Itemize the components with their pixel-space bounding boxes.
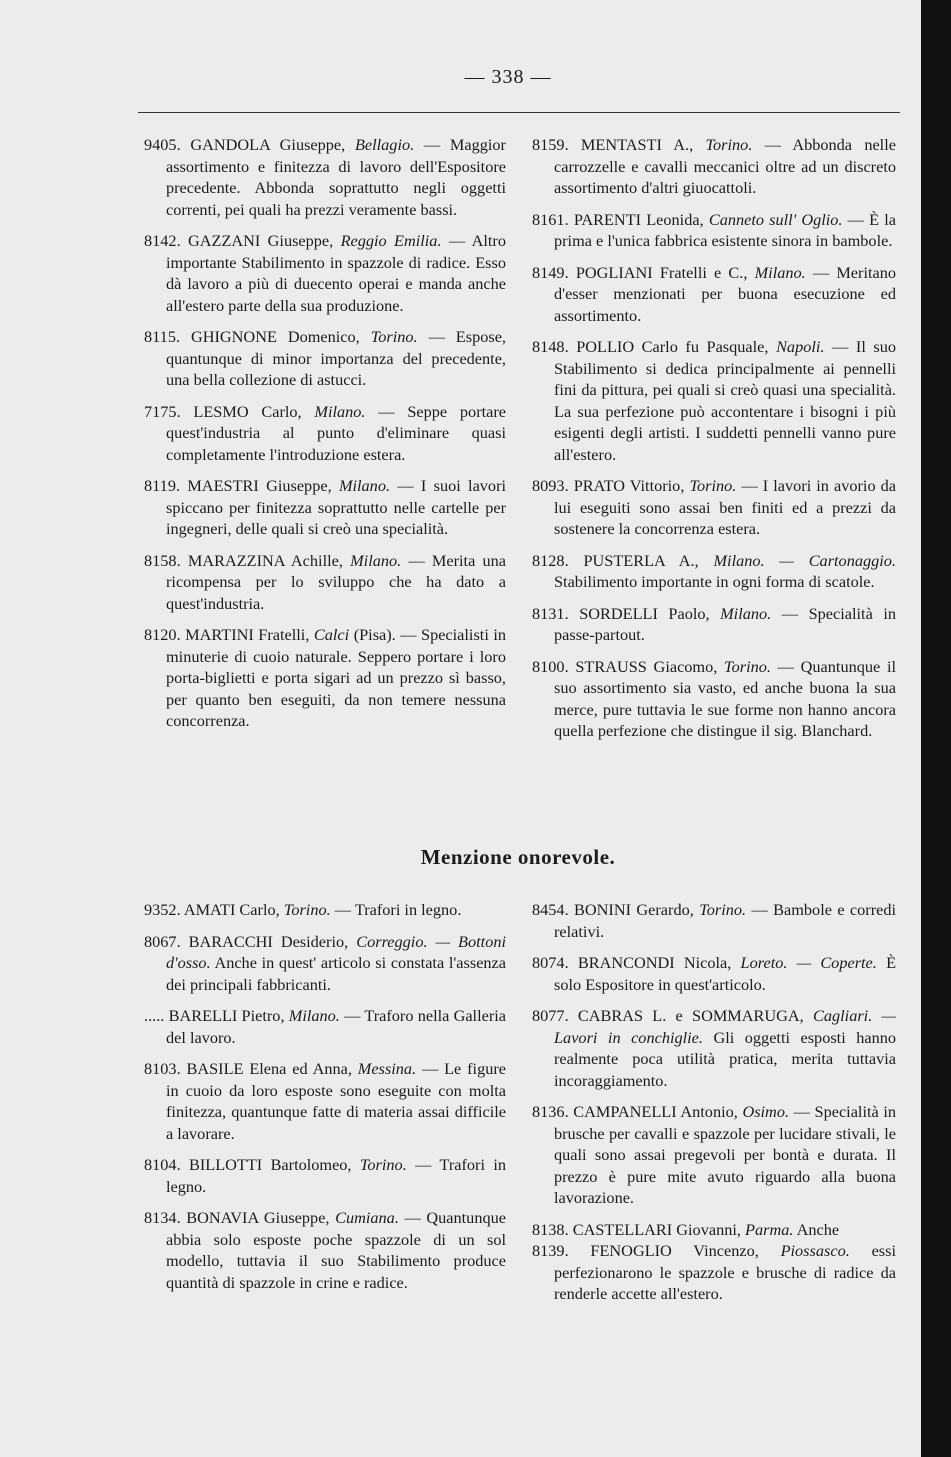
exhibitor-name: LESMO Carlo, — [193, 401, 302, 421]
exhibitor-entry — [144, 1207, 506, 1293]
entry-text: — Quantunque il suo assortimento sia vasto, ed anche buona la sua merce, pure tuttavia le sue forme non hanno ancora quella perfezione che distingue il sig. Blanchard. — [554, 656, 896, 740]
entry-text: — I suoi lavori spiccano per finitezza soprattutto nelle cartelle per ingegneri, delle quali si creò una specialità. — [166, 476, 507, 538]
exhibitor-place: Milano. — [754, 262, 806, 282]
entry-text: Anche — [796, 1219, 840, 1239]
column-top-left — [144, 134, 506, 742]
exhibitor-place: Calci — [313, 625, 350, 644]
exhibitor-place: Milano. — Cartonaggio. — [713, 550, 896, 570]
exhibitor-name: MARTINI Fratelli, — [185, 625, 310, 644]
exhibitor-entry — [144, 1005, 506, 1048]
exhibitor-entry — [532, 1219, 896, 1241]
exhibitor-name: PRATO Vittorio, — [573, 476, 685, 495]
entry-number: 7175. — [144, 401, 181, 421]
exhibitor-entry — [532, 262, 896, 327]
exhibitor-place: Parma. — [745, 1219, 794, 1239]
exhibitor-entry — [532, 952, 896, 995]
entry-number: 8158. — [144, 550, 181, 570]
exhibitor-entry — [532, 603, 896, 646]
entry-text: — Il suo Stabilimento si dedica principalmente ai pennelli fini da pittura, pei quali si creò quasi una specialità. La sua perfezione può accontentare i bisogni i più esigenti degli artisti. I suddetti pennelli vanno pure all'estero. — [554, 337, 897, 464]
exhibitor-place: Osimo. — [742, 1102, 790, 1121]
entry-number: 8077. — [532, 1006, 569, 1025]
exhibitor-place: Torino. — [699, 900, 747, 919]
exhibitor-name: MENTASTI A., — [580, 135, 694, 154]
exhibitor-entry — [144, 550, 506, 615]
entry-text: — Specialità in passe-partout. — [554, 603, 896, 644]
exhibitor-entry — [144, 230, 506, 316]
entry-text: — Merita una ricompensa per lo sviluppo che ha dato a quest'industria. — [166, 550, 507, 613]
exhibitor-name: BARELLI Pietro, — [168, 1006, 285, 1025]
exhibitor-place: Loreto. — Coperte. — [740, 953, 877, 972]
exhibitor-entry — [144, 1154, 506, 1197]
exhibitor-entry — [532, 656, 896, 742]
entry-number: 8115. — [144, 327, 181, 346]
column-bottom-right — [532, 899, 896, 1315]
entry-number: 9352. — [144, 900, 181, 919]
exhibitor-place: Cumiana. — [335, 1208, 399, 1227]
exhibitor-name: PUSTERLA A., — [583, 550, 699, 570]
entry-text: È solo Espositore in quest'articolo. — [554, 953, 897, 994]
entry-number: ..... — [144, 1006, 165, 1025]
exhibitor-entry — [532, 550, 896, 593]
section-title: Menzione onorevole. — [420, 845, 616, 869]
entry-number: 8119. — [144, 476, 181, 495]
exhibitor-place: Torino. — [724, 656, 771, 676]
entry-text: — Seppe portare quest'industria al punto d'eliminare quasi completamente l'introduzione estera. — [166, 401, 507, 464]
exhibitor-name: BONAVIA Giuseppe, — [186, 1208, 330, 1227]
entry-number: 8134. — [144, 1208, 181, 1227]
entry-number: 8131. — [532, 603, 569, 623]
page-number: — 338 — — [464, 66, 552, 88]
exhibitor-name: CASTELLARI Giovanni, — [572, 1219, 741, 1239]
entry-text: — Abbonda nelle carrozzelle e cavalli meccanici oltre ad un discreto assortimento d'altri giuocattoli. — [554, 135, 896, 197]
exhibitor-entry — [144, 134, 506, 220]
exhibitor-name: BARACCHI Desiderio, — [188, 931, 349, 951]
entry-text: Gli oggetti esposti hanno realmente poca utilità pratica, merita tuttavia incoraggiamento. — [554, 1027, 896, 1090]
exhibitor-entry — [144, 1058, 506, 1144]
entry-number: 8103. — [144, 1059, 181, 1078]
exhibitor-place: Reggio Emilia. — [340, 231, 442, 250]
entry-number: 8142. — [144, 231, 181, 250]
entry-text: — Espose, quantunque di minor importanza del precedente, una bella collezione di astucci. — [166, 327, 507, 389]
entry-text: — È la prima e l'unica fabbrica esistente sinora in bambole. — [554, 209, 896, 250]
entry-text: — Specialità in brusche per cavalli e spazzole per lucidare stivali, le quali sono assai pregevoli per bontà e durata. Il prezzo è pure mite avuto riguardo alla buona lavorazione. — [554, 1102, 896, 1207]
exhibitor-name: FENOGLIO Vincenzo, — [590, 1241, 759, 1260]
entry-number: 8104. — [144, 1155, 181, 1174]
exhibitor-place: Milano. — [338, 476, 391, 495]
entry-number: 8093. — [532, 476, 569, 495]
exhibitor-place: Correggio. — Bottoni d'osso. — [166, 931, 506, 972]
entry-number: 8139. — [532, 1241, 569, 1260]
entry-number: 8454. — [532, 900, 569, 919]
entry-number: 8159. — [532, 135, 569, 154]
exhibitor-entry — [532, 1005, 896, 1091]
entry-text: — Le figure in cuoio da loro esposte sono eseguite con molta finitezza, quantunque fatte di materia assai difficile a lavorare. — [166, 1059, 506, 1143]
exhibitor-place: Milano. — [350, 550, 402, 570]
exhibitor-name: SORDELLI Paolo, — [579, 603, 710, 623]
entry-text: — I lavori in avorio da lui eseguiti sono assai ben finiti ed a prezzi da sostenere la concorrenza estera. — [554, 476, 897, 538]
exhibitor-entry — [532, 336, 896, 465]
scan-edge — [921, 0, 951, 1457]
entry-number: 8136. — [532, 1102, 569, 1121]
exhibitor-place: Milano. — [288, 1006, 340, 1025]
exhibitor-name: CAMPANELLI Antonio, — [573, 1102, 738, 1121]
exhibitor-name: BASILE Elena ed Anna, — [186, 1059, 352, 1078]
exhibitor-place: Torino. — [370, 327, 418, 346]
entry-number: 8120. — [144, 625, 181, 644]
entry-number: 8161. — [532, 209, 569, 229]
entry-text: — Trafori in legno. — [334, 900, 462, 919]
exhibitor-place: Milano. — [720, 603, 772, 623]
header-rule — [138, 112, 900, 113]
exhibitor-name: BILLOTTI Bartolomeo, — [188, 1155, 352, 1174]
exhibitor-entry — [532, 134, 896, 199]
exhibitor-entry — [144, 326, 506, 391]
entry-text: — Meritano d'esser menzionati per buona esecuzione ed assortimento. — [554, 262, 897, 325]
exhibitor-place: Torino. — [359, 1155, 407, 1174]
exhibitor-entry — [144, 931, 506, 996]
exhibitor-name: GANDOLA Giuseppe, — [190, 135, 346, 154]
entry-number: 9405. — [144, 135, 181, 154]
exhibitor-entry — [532, 899, 896, 942]
exhibitor-name: STRAUSS Giacomo, — [575, 656, 718, 676]
exhibitor-name: MARAZZINA Achille, — [187, 550, 343, 570]
exhibitor-place: Messina. — [357, 1059, 417, 1078]
exhibitor-place: Piossasco. — [780, 1241, 850, 1260]
entry-text: — Bambole e corredi relativi. — [554, 900, 897, 941]
exhibitor-name: PARENTI Leonida, — [573, 209, 704, 229]
exhibitor-entry — [144, 899, 506, 921]
exhibitor-entry — [144, 624, 506, 732]
exhibitor-entry — [144, 401, 506, 466]
entry-text: (Pisa). — Specialisti in minuterie di cuoio naturale. Seppero portare i loro porta-biglietti e porta sigari ad un prezzo sì basso, per quanto ben eseguiti, da non temere nessuna concorrenza. — [166, 625, 506, 730]
entry-number: 8074. — [532, 953, 569, 972]
entry-number: 8149. — [532, 262, 569, 282]
exhibitor-entry — [532, 475, 896, 540]
entry-text: — Trafori in legno. — [166, 1155, 506, 1196]
exhibitor-place: Torino. — [705, 135, 753, 154]
exhibitor-place: Napoli. — [776, 337, 825, 356]
entry-text: Stabilimento importante in ogni forma di scatole. — [554, 572, 875, 591]
entry-text: — Quantunque abbia solo esposte poche spazzole di un sol modello, tuttavia il suo Stabilimento produce quantità di spazzole in crine e radice. — [166, 1208, 506, 1292]
exhibitor-entry — [144, 475, 506, 540]
exhibitor-name: GAZZANI Giuseppe, — [187, 231, 334, 250]
column-top-right — [532, 134, 896, 752]
entry-number: 8128. — [532, 550, 569, 570]
exhibitor-name: BONINI Gerardo, — [574, 900, 694, 919]
exhibitor-place: Torino. — [283, 900, 331, 919]
exhibitor-entry — [532, 209, 896, 252]
exhibitor-name: GHIGNONE Domenico, — [190, 327, 360, 346]
exhibitor-name: MAESTRI Giuseppe, — [187, 476, 332, 495]
entry-number: 8138. — [532, 1219, 569, 1239]
exhibitor-name: BRANCONDI Nicola, — [577, 953, 732, 972]
entry-text: — Traforo nella Galleria del lavoro. — [166, 1006, 506, 1047]
entry-number: 8100. — [532, 656, 569, 676]
exhibitor-name: POGLIANI Fratelli e C., — [575, 262, 748, 282]
exhibitor-place: Cagliari. — Lavori in conchiglie. — [554, 1006, 896, 1047]
entry-text: essi perfezionarono le spazzole e brusche di radice da renderle accette all'estero. — [554, 1241, 896, 1303]
entry-text: — Maggior assortimento e finitezza di lavoro dell'Espositore precedente. Abbonda soprattutto negli oggetti correnti, pei quali ha prezzi veramente bassi. — [166, 135, 506, 219]
entry-text: — Altro importante Stabilimento in spazzole di radice. Esso dà lavoro a più di duecento operai e manda anche all'estero parte della sua produzione. — [166, 231, 506, 315]
exhibitor-place: Milano. — [314, 401, 366, 421]
entry-number: 8148. — [532, 337, 569, 356]
exhibitor-name: AMATI Carlo, — [183, 900, 280, 919]
column-bottom-left — [144, 899, 506, 1303]
exhibitor-place: Torino. — [689, 476, 737, 495]
entry-text: Anche in quest' articolo si constata l'assenza dei principali fabbricanti. — [166, 953, 507, 994]
exhibitor-place: Canneto sull' Oglio. — [708, 209, 843, 229]
exhibitor-name: POLLIO Carlo fu Pasquale, — [576, 337, 769, 356]
entry-number: 8067. — [144, 931, 181, 951]
exhibitor-entry — [532, 1240, 896, 1305]
exhibitor-name: CABRAS L. e SOMMARUGA, — [577, 1006, 804, 1025]
exhibitor-entry — [532, 1101, 896, 1209]
exhibitor-place: Bellagio. — [354, 135, 415, 154]
